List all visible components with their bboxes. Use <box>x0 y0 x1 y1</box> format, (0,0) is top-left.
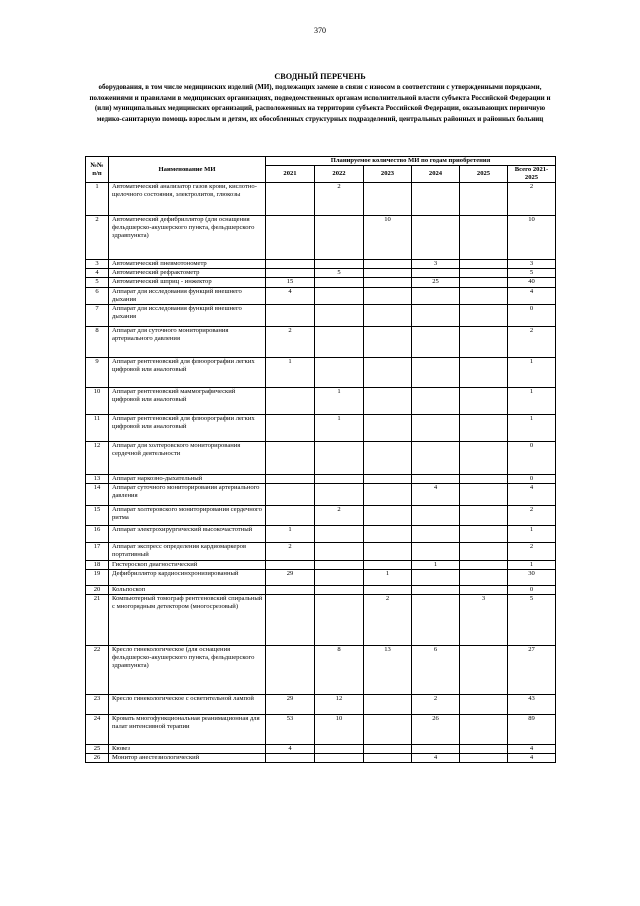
year-cell: 13 <box>364 646 412 695</box>
table-row <box>86 695 556 715</box>
row-number: 21 <box>86 595 109 646</box>
year-cell <box>364 287 412 304</box>
year-cell <box>364 475 412 484</box>
row-number: 6 <box>86 287 109 304</box>
row-number: 24 <box>86 715 109 745</box>
row-number: 23 <box>86 695 109 715</box>
year-cell: 10 <box>364 216 412 260</box>
row-number: 26 <box>86 754 109 763</box>
year-cell <box>412 183 460 216</box>
year-cell <box>460 415 508 442</box>
year-cell <box>460 506 508 526</box>
total-cell: 2 <box>508 327 556 358</box>
year-cell: 3 <box>412 260 460 269</box>
item-name: Автоматический пневмотонометр <box>109 260 266 269</box>
item-name: Аппарат для суточного мониторирования артериального давления <box>109 327 266 358</box>
year-cell <box>266 754 315 763</box>
year-cell: 1 <box>315 415 364 442</box>
table-row <box>86 305 556 327</box>
year-cell: 26 <box>412 715 460 745</box>
year-cell <box>364 754 412 763</box>
item-name: Аппарат рентгеновский маммографический цифровой или аналоговый <box>109 388 266 415</box>
row-number: 2 <box>86 216 109 260</box>
year-cell <box>266 506 315 526</box>
year-cell <box>364 327 412 358</box>
year-cell <box>460 260 508 269</box>
total-cell: 5 <box>508 269 556 278</box>
year-cell <box>364 442 412 475</box>
year-cell <box>364 305 412 327</box>
year-cell: 15 <box>266 278 315 287</box>
year-cell: 8 <box>315 646 364 695</box>
year-cell: 4 <box>412 754 460 763</box>
total-cell: 40 <box>508 278 556 287</box>
total-cell: 4 <box>508 745 556 754</box>
year-cell <box>460 715 508 745</box>
table-row <box>86 484 556 506</box>
year-cell <box>460 358 508 388</box>
year-cell <box>412 526 460 543</box>
item-name: Кровать многофункциональная реанимационная для палат интенсивной терапии <box>109 715 266 745</box>
year-cell <box>460 745 508 754</box>
year-cell <box>460 327 508 358</box>
total-cell: 27 <box>508 646 556 695</box>
year-cell: 3 <box>460 595 508 646</box>
year-cell <box>266 560 315 569</box>
total-header: Всего 2021-2025 <box>508 166 556 183</box>
year-cell <box>412 543 460 560</box>
year-cell <box>364 269 412 278</box>
year-cell <box>315 442 364 475</box>
item-name: Автоматический шприц - инжектор <box>109 278 266 287</box>
table-row <box>86 442 556 475</box>
year-cell <box>460 216 508 260</box>
year-cell <box>412 442 460 475</box>
row-number: 4 <box>86 269 109 278</box>
year-cell <box>315 484 364 506</box>
item-name: Аппарат наркозно-дыхательный <box>109 475 266 484</box>
year-cell <box>266 646 315 695</box>
year-cell <box>412 216 460 260</box>
year-header: 2021 <box>266 166 315 183</box>
item-name: Кювез <box>109 745 266 754</box>
year-cell <box>460 388 508 415</box>
year-cell <box>315 595 364 646</box>
document-subtitle: оборудования, в том числе медицинских изделий (МИ), подлежащих замене в связи с износом в соответствии с утвержденными порядками, положениями и правилами в медицинских организациях, подведомственных органам исполнительной власти субъекта Российской Федерации и (или) муниципальных медицинских организаций, расположенных на территории субъекта Российской Федерации, оказывающих первичную медико-санитарную помощь взрослым и детям, их обособленных структурных подразделений, центральных районных и районных больниц <box>89 83 551 123</box>
total-cell: 0 <box>508 305 556 327</box>
year-cell: 12 <box>315 695 364 715</box>
year-cell: 2 <box>266 543 315 560</box>
item-name: Аппарат суточного мониторирования артериального давления <box>109 484 266 506</box>
year-cell <box>266 585 315 594</box>
row-number: 12 <box>86 442 109 475</box>
year-cell <box>460 543 508 560</box>
year-cell: 29 <box>266 695 315 715</box>
year-cell <box>364 695 412 715</box>
total-cell: 4 <box>508 484 556 506</box>
year-cell <box>460 305 508 327</box>
year-cell <box>460 442 508 475</box>
table-row <box>86 388 556 415</box>
row-number: 19 <box>86 569 109 585</box>
row-number: 22 <box>86 646 109 695</box>
year-cell <box>364 415 412 442</box>
table-row <box>86 754 556 763</box>
total-cell: 10 <box>508 216 556 260</box>
row-number: 20 <box>86 585 109 594</box>
table-row <box>86 183 556 216</box>
table-body <box>86 183 556 763</box>
year-cell <box>364 278 412 287</box>
item-name: Аппарат для исследования функций внешнего дыхания <box>109 305 266 327</box>
total-cell: 0 <box>508 585 556 594</box>
year-header: 2023 <box>364 166 412 183</box>
total-cell: 30 <box>508 569 556 585</box>
year-cell <box>266 475 315 484</box>
year-cell <box>364 358 412 388</box>
year-cell: 1 <box>364 569 412 585</box>
table-row <box>86 260 556 269</box>
total-cell: 1 <box>508 415 556 442</box>
year-cell: 4 <box>266 287 315 304</box>
table-row <box>86 278 556 287</box>
year-cell <box>460 183 508 216</box>
item-name: Монитор анестезиологический <box>109 754 266 763</box>
total-cell: 2 <box>508 183 556 216</box>
year-cell: 25 <box>412 278 460 287</box>
year-header: 2025 <box>460 166 508 183</box>
year-cell <box>460 646 508 695</box>
total-cell: 0 <box>508 442 556 475</box>
table-row <box>86 526 556 543</box>
row-number: 5 <box>86 278 109 287</box>
row-number: 15 <box>86 506 109 526</box>
total-cell: 4 <box>508 287 556 304</box>
year-cell <box>364 484 412 506</box>
year-cell <box>266 484 315 506</box>
year-cell: 6 <box>412 646 460 695</box>
equipment-table <box>85 156 556 763</box>
year-cell <box>266 216 315 260</box>
year-cell <box>412 415 460 442</box>
year-cell <box>364 560 412 569</box>
year-cell <box>460 585 508 594</box>
year-cell <box>364 388 412 415</box>
year-cell <box>315 585 364 594</box>
year-cell <box>266 305 315 327</box>
year-cell <box>460 560 508 569</box>
item-name: Автоматический анализатор газов крови, кислотно-щелочного состояния, электролитов, глюкозы <box>109 183 266 216</box>
year-cell <box>412 327 460 358</box>
table-row <box>86 358 556 388</box>
item-name: Кресло гинекологическое (для оснащения фельдшерско-акушерского пункта, фельдшерского здравпункта) <box>109 646 266 695</box>
total-cell: 2 <box>508 506 556 526</box>
year-cell <box>412 388 460 415</box>
year-cell <box>412 287 460 304</box>
year-cell <box>315 216 364 260</box>
table-row <box>86 585 556 594</box>
row-number: 13 <box>86 475 109 484</box>
year-cell <box>266 388 315 415</box>
item-name: Гистероскоп диагностический <box>109 560 266 569</box>
year-cell <box>315 287 364 304</box>
year-cell <box>315 358 364 388</box>
item-name: Аппарат рентгеновский для флюорографии легких цифровой или аналоговый <box>109 358 266 388</box>
year-cell <box>364 506 412 526</box>
row-number: 16 <box>86 526 109 543</box>
item-name: Компьютерный томограф рентгеновский спиральный с многорядным детектором (многосрезовый) <box>109 595 266 646</box>
year-cell <box>315 278 364 287</box>
row-number: 8 <box>86 327 109 358</box>
year-cell: 10 <box>315 715 364 745</box>
table-row <box>86 415 556 442</box>
year-cell: 1 <box>412 560 460 569</box>
table-row <box>86 216 556 260</box>
year-cell <box>460 484 508 506</box>
table-row <box>86 745 556 754</box>
year-cell <box>266 269 315 278</box>
year-cell <box>315 475 364 484</box>
total-cell: 43 <box>508 695 556 715</box>
year-cell <box>315 754 364 763</box>
row-number: 18 <box>86 560 109 569</box>
total-cell: 5 <box>508 595 556 646</box>
year-cell: 1 <box>315 388 364 415</box>
year-cell: 2 <box>412 695 460 715</box>
year-cell: 2 <box>315 183 364 216</box>
row-number: 25 <box>86 745 109 754</box>
year-header: 2022 <box>315 166 364 183</box>
year-cell: 2 <box>266 327 315 358</box>
year-cell <box>460 569 508 585</box>
year-cell: 29 <box>266 569 315 585</box>
year-cell <box>266 595 315 646</box>
year-cell: 2 <box>315 506 364 526</box>
year-cell <box>412 745 460 754</box>
total-cell: 1 <box>508 560 556 569</box>
year-cell <box>315 305 364 327</box>
total-cell: 1 <box>508 358 556 388</box>
year-cell <box>266 442 315 475</box>
year-cell: 53 <box>266 715 315 745</box>
year-cell: 1 <box>266 358 315 388</box>
col-name-header: Наименование МИ <box>109 157 266 183</box>
year-cell <box>315 745 364 754</box>
year-cell <box>266 260 315 269</box>
item-name: Аппарат для исследования функций внешнего дыхания <box>109 287 266 304</box>
document-title: СВОДНЫЙ ПЕРЕЧЕНЬ <box>274 72 366 81</box>
table-row <box>86 560 556 569</box>
year-cell <box>315 569 364 585</box>
year-cell: 4 <box>412 484 460 506</box>
row-number: 17 <box>86 543 109 560</box>
total-cell: 4 <box>508 754 556 763</box>
row-number: 7 <box>86 305 109 327</box>
year-cell <box>460 754 508 763</box>
item-name: Кольпоскоп <box>109 585 266 594</box>
year-cell: 2 <box>364 595 412 646</box>
year-cell <box>315 526 364 543</box>
year-cell <box>364 543 412 560</box>
year-cell <box>315 560 364 569</box>
year-header: 2024 <box>412 166 460 183</box>
table-row <box>86 646 556 695</box>
row-number: 10 <box>86 388 109 415</box>
row-number: 3 <box>86 260 109 269</box>
col-group-header: Планируемое количество МИ по годам приобретения <box>266 157 556 166</box>
item-name: Дефибриллятор кардиосинхронизированный <box>109 569 266 585</box>
year-cell <box>315 327 364 358</box>
year-cell <box>412 595 460 646</box>
item-name: Аппарат рентгеновский для флюорографии легких цифровой или аналоговый <box>109 415 266 442</box>
table-row <box>86 475 556 484</box>
total-cell: 0 <box>508 475 556 484</box>
year-cell <box>364 715 412 745</box>
table-row <box>86 287 556 304</box>
year-cell <box>460 526 508 543</box>
col-num-header: №№ п/п <box>86 157 109 183</box>
year-cell: 4 <box>266 745 315 754</box>
year-cell <box>412 506 460 526</box>
year-cell: 5 <box>315 269 364 278</box>
table-row <box>86 715 556 745</box>
year-cell <box>460 278 508 287</box>
year-cell <box>412 569 460 585</box>
year-cell <box>364 745 412 754</box>
year-cell <box>364 585 412 594</box>
year-cell <box>364 526 412 543</box>
year-cell <box>364 260 412 269</box>
year-cell <box>412 358 460 388</box>
total-cell: 2 <box>508 543 556 560</box>
row-number: 1 <box>86 183 109 216</box>
year-cell <box>412 269 460 278</box>
year-cell <box>460 475 508 484</box>
row-number: 11 <box>86 415 109 442</box>
item-name: Кресло гинекологическое с осветительной лампой <box>109 695 266 715</box>
table-row <box>86 269 556 278</box>
item-name: Автоматический дефибриллятор (для оснащения фельдшерско-акушерского пункта, фельдшерского здравпункта) <box>109 216 266 260</box>
item-name: Аппарат экспресс определения кардиомаркеров портативный <box>109 543 266 560</box>
total-cell: 89 <box>508 715 556 745</box>
year-cell <box>266 415 315 442</box>
year-cell <box>412 305 460 327</box>
year-cell: 1 <box>266 526 315 543</box>
item-name: Аппарат для холтеровского мониторирования сердечной деятельности <box>109 442 266 475</box>
year-cell <box>460 695 508 715</box>
year-cell <box>315 543 364 560</box>
table-row <box>86 506 556 526</box>
year-cell <box>412 585 460 594</box>
item-name: Автоматический рефрактометр <box>109 269 266 278</box>
year-cell <box>364 183 412 216</box>
item-name: Аппарат электрохирургический высокочастотный <box>109 526 266 543</box>
total-cell: 1 <box>508 526 556 543</box>
table-row <box>86 595 556 646</box>
table-row <box>86 327 556 358</box>
year-cell <box>412 475 460 484</box>
year-cell <box>315 260 364 269</box>
year-cell <box>460 287 508 304</box>
total-cell: 1 <box>508 388 556 415</box>
page-number: 370 <box>314 26 326 35</box>
total-cell: 3 <box>508 260 556 269</box>
year-cell <box>266 183 315 216</box>
table-row <box>86 569 556 585</box>
row-number: 14 <box>86 484 109 506</box>
year-cell <box>460 269 508 278</box>
row-number: 9 <box>86 358 109 388</box>
item-name: Аппарат холтеровского мониторирования сердечного ритма <box>109 506 266 526</box>
table-row <box>86 543 556 560</box>
